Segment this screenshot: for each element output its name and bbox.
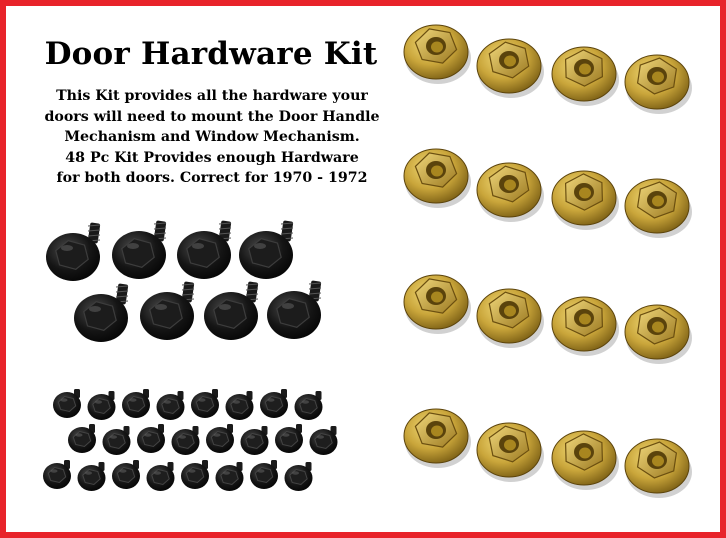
small-bolt (137, 424, 165, 453)
kit-title: Door Hardware Kit (44, 36, 378, 72)
small-bolt (157, 391, 185, 420)
flange-nuts-group (404, 25, 692, 498)
flange-nut (552, 297, 619, 356)
flange-nut (404, 409, 471, 468)
flange-nut (404, 275, 471, 334)
flange-nut (552, 47, 619, 106)
small-bolt (181, 460, 209, 489)
small-bolt (103, 426, 131, 455)
description-line: 48 Pc Kit Provides enough Hardware (65, 149, 359, 166)
small-bolt (147, 462, 175, 491)
small-bolt (88, 391, 116, 420)
large-bolt (46, 222, 100, 281)
flange-nut (477, 163, 544, 222)
small-bolt (285, 462, 313, 491)
small-bolt (260, 389, 288, 418)
small-bolt (275, 424, 303, 453)
flange-nut (625, 179, 692, 238)
large-bolt (140, 281, 194, 340)
description-line: doors will need to mount the Door Handle (44, 108, 380, 125)
large-bolt (239, 220, 293, 279)
small-bolt (191, 389, 219, 418)
flange-nut (477, 423, 544, 482)
flange-nut (625, 439, 692, 498)
flange-nut (625, 55, 692, 114)
flange-nut (477, 289, 544, 348)
flange-nut (477, 39, 544, 98)
small-bolt (43, 460, 71, 489)
small-bolts-group (43, 389, 338, 491)
description-line: Mechanism and Window Mechanism. (64, 129, 360, 145)
small-bolt (53, 389, 81, 418)
flange-nut (625, 305, 692, 364)
small-bolt (295, 391, 323, 420)
large-bolt (204, 281, 258, 340)
large-bolts-group (46, 220, 321, 342)
small-bolt (226, 391, 254, 420)
flange-nut (552, 431, 619, 490)
small-bolt (216, 462, 244, 491)
flange-nut (552, 171, 619, 230)
large-bolt (177, 220, 231, 279)
flange-nut (404, 149, 471, 208)
flange-nut (404, 25, 471, 84)
small-bolt (68, 424, 96, 453)
small-bolt (250, 460, 278, 489)
description-line: This Kit provides all the hardware your (56, 88, 368, 104)
small-bolt (112, 460, 140, 489)
small-bolt (172, 426, 200, 455)
small-bolt (78, 462, 106, 491)
small-bolt (122, 389, 150, 418)
description-line: for both doors. Correct for 1970 - 1972 (56, 170, 368, 186)
large-bolt (112, 220, 166, 279)
small-bolt (241, 426, 269, 455)
small-bolt (206, 424, 234, 453)
large-bolt (267, 280, 321, 339)
large-bolt (74, 283, 128, 342)
small-bolt (310, 426, 338, 455)
